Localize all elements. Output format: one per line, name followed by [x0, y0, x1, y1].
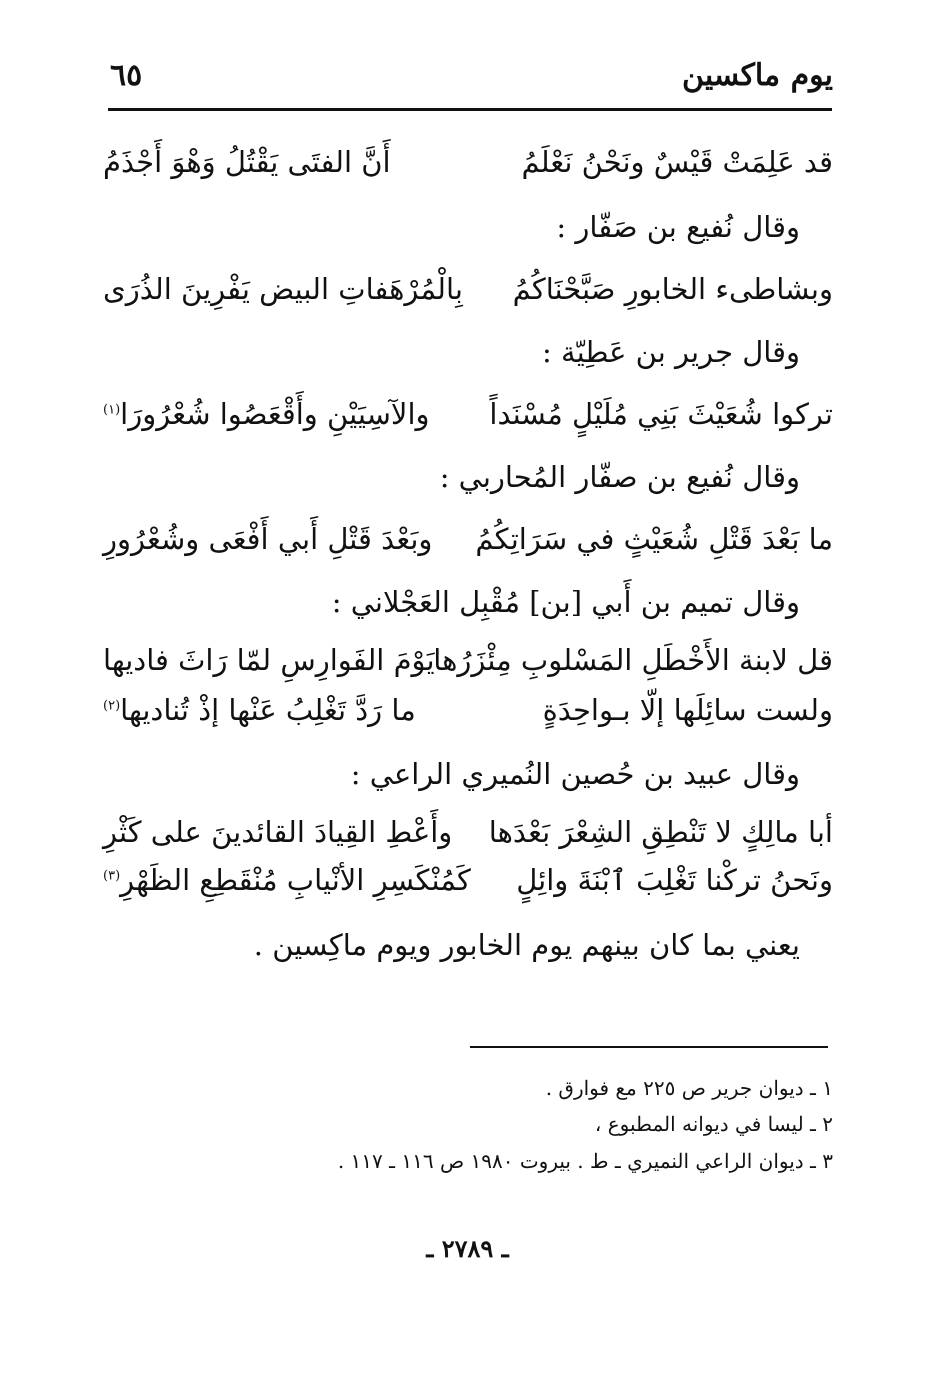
running-title: يوم ماكسين: [681, 58, 833, 93]
footnote-marker: (٣): [103, 868, 121, 884]
footer-page-number: ـ ٢٧٨٩ ـ: [426, 1234, 509, 1263]
header-page-number: ٦٥: [110, 58, 143, 93]
verse-line: [103, 145, 833, 201]
verse-line: [103, 397, 833, 453]
footnote-marker: (١): [103, 402, 121, 418]
second-hemistich: يَوْمَ الفَوارِسِ لمّا رَاثَ فاديها: [103, 643, 435, 677]
poem-introduction: وقال عبيد بن حُصين النُميري الراعي :: [350, 757, 800, 791]
second-hemistich: وبَعْدَ قَتْلِ أَبي أَفْعَى وشُعْرُورِ: [103, 522, 433, 556]
verse-line: [103, 693, 833, 749]
second-hemistich-wrap: [103, 863, 471, 897]
second-hemistich: كَمُنْكَسِرِ الأنْيابِ مُنْقَطِعِ الظَهْرِ: [120, 863, 471, 897]
closing-remark: يعني بما كان بينهم يوم الخابور ويوم ماكِسين .: [253, 928, 800, 962]
first-hemistich: ونَحنُ تركْنا تَغْلِبَ ٱبْنَةَ وائِلٍ: [516, 863, 833, 897]
poem-introduction: وقال نُفيع بن صَفّار :: [556, 210, 800, 244]
footnote-marker: (٢): [103, 698, 121, 714]
footnote: ٣ ـ ديوان الراعي النميري ـ ط . بيروت ١٩٨٠ ص ١١٦ ـ ١١٧ .: [337, 1149, 833, 1173]
verse-line: [103, 863, 833, 919]
footnote-rule: [470, 1046, 828, 1048]
second-hemistich: وأَعْطِ القِيادَ القائدينَ على كَثْرِ: [103, 815, 453, 849]
first-hemistich: ما بَعْدَ قَتْلِ شُعَيْثٍ في سَرَاتِكُمُ: [475, 522, 833, 556]
verse-line: [103, 272, 833, 328]
verse-line: [103, 522, 833, 578]
poem-introduction: وقال نُفيع بن صفّار المُحاربي :: [439, 460, 800, 494]
second-hemistich-wrap: [103, 693, 416, 727]
first-hemistich: قل لابنة الأَخْطَلِ المَسْلوبِ مِئْزَرُها: [433, 643, 833, 677]
second-hemistich-wrap: [103, 397, 430, 431]
first-hemistich: تركوا شُعَيْثَ بَنِي مُلَيْلٍ مُسْنَداً: [489, 397, 833, 431]
first-hemistich: قد عَلِمَتْ قَيْسٌ ونَحْنُ نَعْلَمُ: [521, 145, 833, 179]
footnote: ٢ ـ ليسا في ديوانه المطبوع ،: [594, 1112, 833, 1136]
header-rule: [108, 108, 832, 111]
first-hemistich: أبا مالِكٍ لا تَنْطِقِ الشِعْرَ بَعْدَها: [488, 815, 833, 849]
first-hemistich: ولست سائِلَها إلّا بـواحِدَةٍ: [542, 693, 833, 727]
second-hemistich: والآسِيَيْنِ وأَقْعَصُوا شُعْرُورَا: [120, 397, 430, 431]
poem-introduction: وقال تميم بن أَبي [بن] مُقْبِل العَجْلاني :: [331, 585, 800, 619]
footnote: ١ ـ ديوان جرير ص ٢٢٥ مع فوارق .: [545, 1076, 833, 1100]
second-hemistich: أَنَّ الفتَى يَقْتُلُ وَهْوَ أَجْذَمُ: [103, 145, 391, 179]
verse-line: [103, 643, 833, 699]
second-hemistich: ما رَدَّ تَغْلِبُ عَنْها إذْ تُناديها: [120, 693, 416, 727]
first-hemistich: وبشاطىء الخابورِ صَبَّحْنَاكُمُ: [512, 272, 833, 306]
second-hemistich: بِالْمُرْهَفاتِ البيض يَفْرِينَ الذُرَى: [103, 272, 463, 306]
poem-introduction: وقال جرير بن عَطِيّة :: [542, 335, 800, 369]
